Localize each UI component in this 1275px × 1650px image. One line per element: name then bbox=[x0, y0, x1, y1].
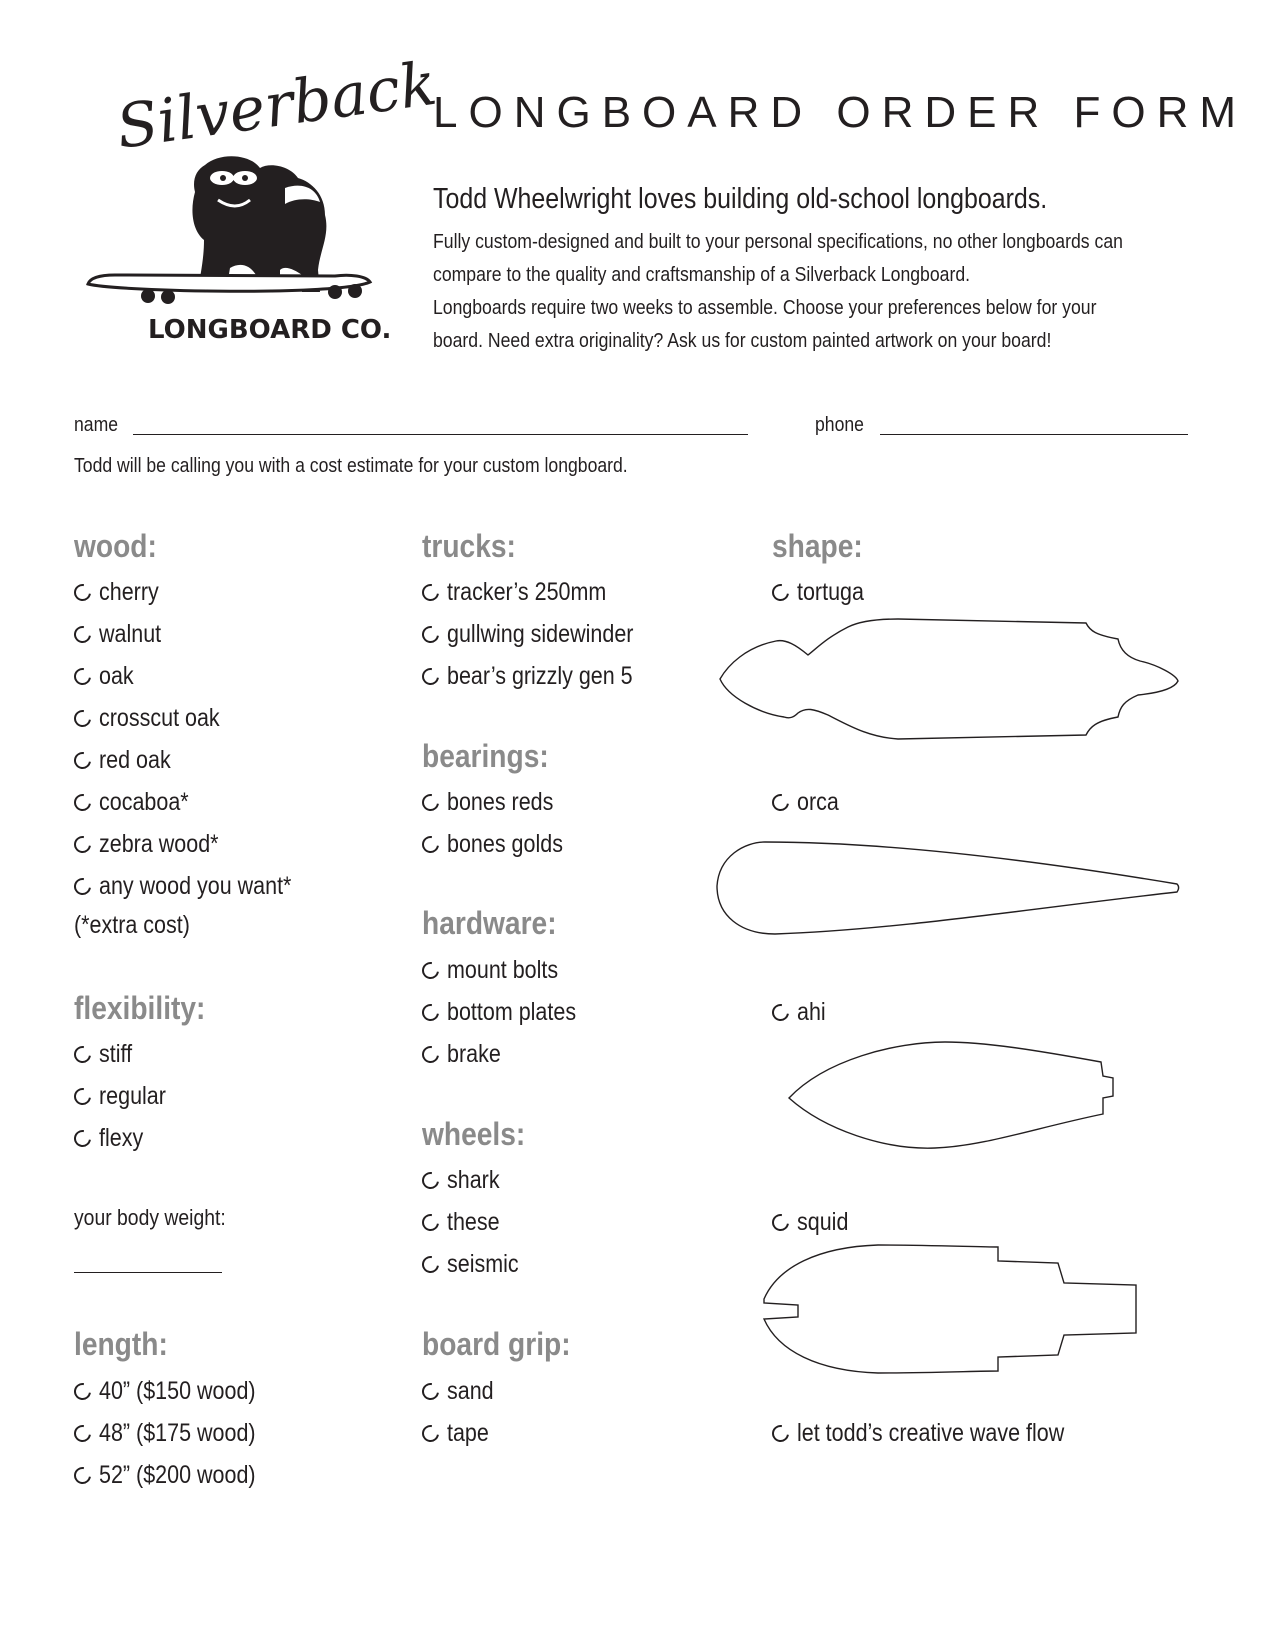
name-label: name bbox=[74, 414, 119, 436]
grip-option-sand[interactable] bbox=[422, 1376, 501, 1406]
radio-circle-icon[interactable] bbox=[419, 1252, 443, 1276]
radio-circle-icon[interactable] bbox=[71, 580, 95, 604]
radio-circle-icon[interactable] bbox=[419, 1379, 443, 1403]
option-label: any wood you want* bbox=[99, 871, 292, 900]
option-label: stiff bbox=[99, 1039, 133, 1068]
hardware-heading: hardware: bbox=[422, 905, 557, 941]
silverback-logo bbox=[80, 48, 441, 355]
radio-circle-icon[interactable] bbox=[769, 1421, 793, 1445]
radio-circle-icon[interactable] bbox=[419, 1168, 443, 1192]
radio-circle-icon[interactable] bbox=[769, 1000, 793, 1024]
option-label: seismic bbox=[447, 1249, 519, 1278]
phone-field[interactable] bbox=[880, 434, 1188, 435]
option-label: bones golds bbox=[447, 829, 563, 858]
option-label: mount bolts bbox=[447, 955, 559, 984]
flex-option-flexy[interactable] bbox=[74, 1123, 150, 1153]
intro-line: Fully custom-designed and built to your personal specifications, no other longboards can bbox=[433, 230, 1123, 253]
radio-circle-icon[interactable] bbox=[71, 832, 95, 856]
radio-circle-icon[interactable] bbox=[769, 580, 793, 604]
radio-circle-icon[interactable] bbox=[71, 1421, 95, 1445]
option-label: orca bbox=[797, 787, 839, 816]
option-label: bottom plates bbox=[447, 997, 577, 1026]
option-label: shark bbox=[447, 1165, 500, 1194]
option-label: 52” ($200 wood) bbox=[99, 1460, 256, 1489]
length-heading: length: bbox=[74, 1326, 168, 1362]
bearings-option-reds[interactable] bbox=[422, 787, 571, 817]
radio-circle-icon[interactable] bbox=[71, 1084, 95, 1108]
wood-option-red-oak[interactable] bbox=[74, 745, 182, 775]
shape-heading: shape: bbox=[772, 528, 863, 564]
wood-heading: wood: bbox=[74, 528, 157, 564]
radio-circle-icon[interactable] bbox=[419, 1042, 443, 1066]
option-label: regular bbox=[99, 1081, 166, 1110]
option-label: cherry bbox=[99, 577, 159, 606]
option-label: squid bbox=[797, 1207, 849, 1236]
wood-option-zebra-wood[interactable] bbox=[74, 829, 238, 859]
wood-option-crosscut-oak[interactable] bbox=[74, 703, 239, 733]
option-label: flexy bbox=[99, 1123, 144, 1152]
radio-circle-icon[interactable] bbox=[419, 1421, 443, 1445]
flexibility-heading: flexibility: bbox=[74, 990, 206, 1026]
radio-circle-icon[interactable] bbox=[419, 1210, 443, 1234]
orca-board-outline bbox=[715, 836, 1181, 940]
hardware-option-brake[interactable] bbox=[422, 1039, 510, 1069]
option-label: ahi bbox=[797, 997, 826, 1026]
trucks-option-trackers[interactable] bbox=[422, 577, 632, 607]
option-label: zebra wood* bbox=[99, 829, 219, 858]
trucks-option-gullwing[interactable] bbox=[422, 619, 664, 649]
radio-circle-icon[interactable] bbox=[71, 622, 95, 646]
radio-circle-icon[interactable] bbox=[419, 580, 443, 604]
squid-board-outline bbox=[758, 1243, 1144, 1375]
intro-line: Longboards require two weeks to assemble. Choose your preferences below for your bbox=[433, 296, 1097, 319]
shape-option-tortuga[interactable] bbox=[772, 577, 875, 607]
logo-sub-text: LONGBOARD CO. bbox=[148, 315, 392, 345]
option-label: brake bbox=[447, 1039, 501, 1068]
option-label: tracker’s 250mm bbox=[447, 577, 607, 606]
radio-circle-icon[interactable] bbox=[419, 790, 443, 814]
radio-circle-icon[interactable] bbox=[419, 832, 443, 856]
radio-circle-icon[interactable] bbox=[71, 706, 95, 730]
radio-circle-icon[interactable] bbox=[769, 790, 793, 814]
wood-option-walnut[interactable] bbox=[74, 619, 171, 649]
radio-circle-icon[interactable] bbox=[71, 664, 95, 688]
option-label: cocaboa* bbox=[99, 787, 189, 816]
trucks-option-bears[interactable] bbox=[422, 661, 663, 691]
name-field[interactable] bbox=[133, 434, 748, 435]
estimate-note: Todd will be calling you with a cost estimate for your custom longboard. bbox=[74, 455, 628, 477]
extra-cost-note: (*extra cost) bbox=[74, 911, 190, 939]
wood-option-oak[interactable] bbox=[74, 661, 139, 691]
page-title: LONGBOARD ORDER FORM bbox=[433, 88, 1248, 137]
logo-brand-text: Silverback bbox=[112, 48, 441, 163]
option-label: 48” ($175 wood) bbox=[99, 1418, 256, 1447]
radio-circle-icon[interactable] bbox=[419, 664, 443, 688]
length-option-40[interactable] bbox=[74, 1376, 281, 1406]
radio-circle-icon[interactable] bbox=[419, 622, 443, 646]
shape-option-squid[interactable] bbox=[772, 1207, 857, 1237]
wood-option-any-wood[interactable] bbox=[74, 871, 323, 901]
radio-circle-icon[interactable] bbox=[71, 790, 95, 814]
shape-option-ahi[interactable] bbox=[772, 997, 830, 1027]
option-label: tortuga bbox=[797, 577, 864, 606]
hardware-option-bottom-plates[interactable] bbox=[422, 997, 597, 1027]
length-option-52[interactable] bbox=[74, 1460, 281, 1490]
body-weight-label: your body weight: bbox=[74, 1205, 226, 1230]
trucks-heading: trucks: bbox=[422, 528, 516, 564]
radio-circle-icon[interactable] bbox=[71, 1463, 95, 1487]
radio-circle-icon[interactable] bbox=[419, 1000, 443, 1024]
flex-option-stiff[interactable] bbox=[74, 1039, 137, 1069]
ahi-board-outline bbox=[785, 1040, 1115, 1152]
wood-option-cherry[interactable] bbox=[74, 577, 168, 607]
wheels-option-these[interactable] bbox=[422, 1207, 508, 1237]
radio-circle-icon[interactable] bbox=[419, 958, 443, 982]
bearings-option-golds[interactable] bbox=[422, 829, 582, 859]
intro-paragraph bbox=[433, 225, 1164, 357]
option-label: oak bbox=[99, 661, 134, 690]
option-label: bear’s grizzly gen 5 bbox=[447, 661, 633, 690]
intro-line: compare to the quality and craftsmanship of a Silverback Longboard. bbox=[433, 263, 971, 286]
shape-option-creative[interactable] bbox=[772, 1418, 1108, 1448]
shape-option-orca[interactable] bbox=[772, 787, 846, 817]
intro-line: board. Need extra originality? Ask us for custom painted artwork on your board! bbox=[433, 329, 1052, 352]
radio-circle-icon[interactable] bbox=[71, 748, 95, 772]
length-option-48[interactable] bbox=[74, 1418, 281, 1448]
bearings-heading: bearings: bbox=[422, 738, 549, 774]
option-label: crosscut oak bbox=[99, 703, 220, 732]
wheels-option-shark[interactable] bbox=[422, 1165, 508, 1195]
option-label: let todd’s creative wave flow bbox=[797, 1418, 1065, 1447]
tagline: Todd Wheelwright loves building old-school longboards. bbox=[433, 183, 1048, 215]
radio-circle-icon[interactable] bbox=[71, 874, 95, 898]
option-label: 40” ($150 wood) bbox=[99, 1376, 256, 1405]
option-label: tape bbox=[447, 1418, 489, 1447]
flex-option-regular[interactable] bbox=[74, 1081, 177, 1111]
wheels-heading: wheels: bbox=[422, 1116, 526, 1152]
phone-label: phone bbox=[815, 414, 864, 436]
tortuga-board-outline bbox=[718, 617, 1180, 743]
grip-option-tape[interactable] bbox=[422, 1418, 496, 1448]
radio-circle-icon[interactable] bbox=[71, 1379, 95, 1403]
option-label: these bbox=[447, 1207, 500, 1236]
option-label: walnut bbox=[99, 619, 162, 648]
radio-circle-icon[interactable] bbox=[71, 1126, 95, 1150]
option-label: red oak bbox=[99, 745, 171, 774]
radio-circle-icon[interactable] bbox=[71, 1042, 95, 1066]
wheels-option-seismic[interactable] bbox=[422, 1249, 530, 1279]
board-grip-heading: board grip: bbox=[422, 1326, 571, 1362]
radio-circle-icon[interactable] bbox=[769, 1210, 793, 1234]
body-weight-field[interactable] bbox=[74, 1272, 222, 1273]
option-label: gullwing sidewinder bbox=[447, 619, 634, 648]
option-label: sand bbox=[447, 1376, 494, 1405]
wood-option-cocaboa[interactable] bbox=[74, 787, 203, 817]
gorilla-skateboard-logo-graphic bbox=[80, 48, 441, 355]
option-label: bones reds bbox=[447, 787, 554, 816]
hardware-option-mount-bolts[interactable] bbox=[422, 955, 576, 985]
